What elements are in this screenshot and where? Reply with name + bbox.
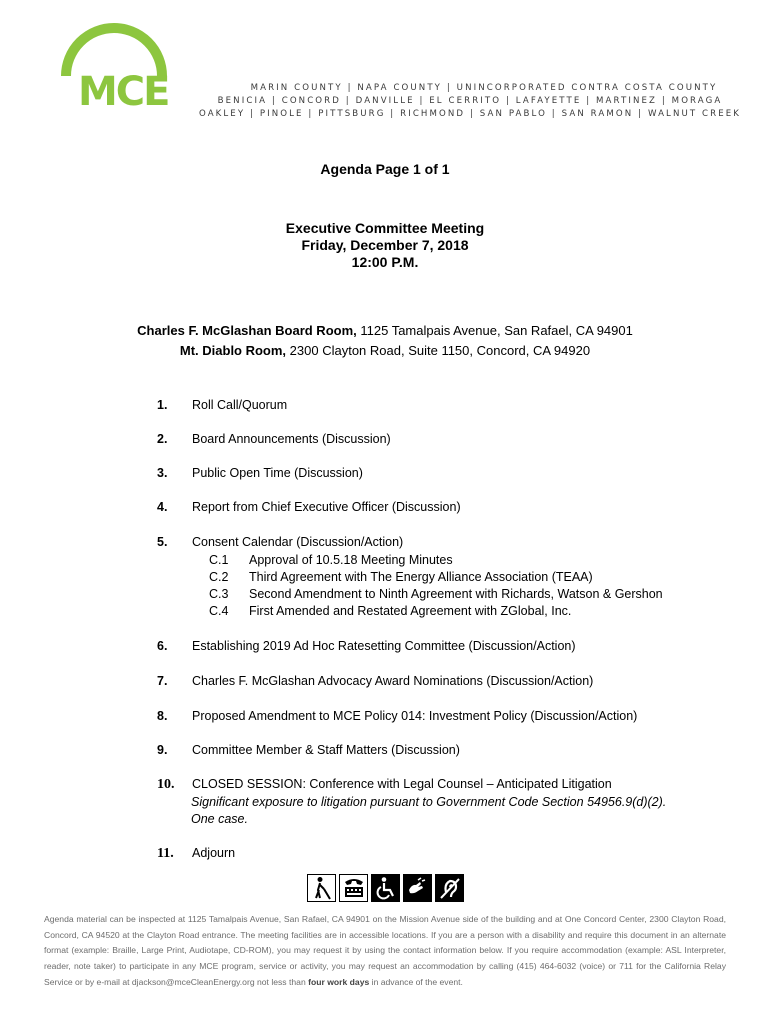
consent-text: Approval of 10.5.18 Meeting Minutes: [249, 553, 453, 567]
accessibility-icons: [307, 874, 464, 902]
location-1: [0, 321, 770, 341]
closed-session-detail-1: Significant exposure to litigation pursuant to Government Code Section 54956.9(d)(2).: [191, 795, 667, 809]
item-number: 5.: [157, 535, 168, 549]
meeting-time: 12:00 P.M.: [351, 254, 419, 270]
accessibility-footer: [44, 912, 726, 991]
consent-text: Third Agreement with The Energy Alliance Association (TEAA): [249, 570, 593, 584]
meeting-date: Friday, December 7, 2018: [301, 237, 469, 253]
regions-line-1: MARIN COUNTY | NAPA COUNTY | UNINCORPORATED CONTRA COSTA COUNTY: [250, 83, 718, 93]
hearing-assist-icon: [435, 874, 464, 902]
item-label: CLOSED SESSION: Conference with Legal Counsel – Anticipated Litigation: [192, 777, 612, 791]
footer-text: Agenda material can be inspected at 1125 Tamalpais Avenue, San Rafael, CA 94901 on the Mission Avenue side of the building and at One Concord Center, 2300 Clayton Road, Concord, CA 94520 at the Clayton Road entrance. The meeting facilities are in accessible locations. If you are a person with a disability and require this document in an alternate format (example: Braille, Large Print, Audiotape, CD-ROM), you may request it by using the contact information below. If you require accommodation (example: ASL Interpreter, reader, note taker) to participate in any MCE program, service or activity, you may request an accommodation by calling (415) 464-6032 (voice) or 711 for the California Relay Service or by e-mail at djackson@mceCleanEnergy.org not less than: [44, 914, 726, 987]
item-label: Public Open Time (Discussion): [192, 466, 363, 480]
location-1-address: 1125 Tamalpais Avenue, San Rafael, CA 94901: [356, 323, 633, 338]
location-2: [0, 341, 770, 361]
meeting-header: [0, 220, 770, 271]
service-regions: [190, 82, 750, 120]
item-label: Adjourn: [192, 846, 236, 860]
meeting-name: Executive Committee Meeting: [285, 220, 485, 236]
item-number: 6.: [157, 639, 168, 653]
item-number: 11.: [157, 846, 174, 861]
item-number: 9.: [157, 743, 168, 757]
consent-code: C.2: [209, 570, 229, 584]
tty-icon: [339, 874, 368, 902]
item-label: Consent Calendar (Discussion/Action): [192, 535, 404, 549]
mce-logo-text: MCE: [78, 69, 169, 115]
item-number: 8.: [157, 709, 168, 723]
location-1-room: Charles F. McGlashan Board Room,: [137, 323, 357, 338]
item-number: 7.: [157, 674, 168, 688]
item-number: 4.: [157, 500, 168, 514]
item-label: Charles F. McGlashan Advocacy Award Nominations (Discussion/Action): [192, 674, 594, 688]
sign-language-icon: [403, 874, 432, 902]
agenda-page-label: Agenda Page 1 of 1: [320, 161, 450, 177]
meeting-locations: [0, 321, 770, 361]
consent-code: C.4: [209, 604, 229, 618]
consent-text: Second Amendment to Ninth Agreement with Richards, Watson & Gershon: [249, 587, 663, 601]
item-label: Establishing 2019 Ad Hoc Ratesetting Committee (Discussion/Action): [192, 639, 576, 653]
regions-line-3: OAKLEY | PINOLE | PITTSBURG | RICHMOND | SAN PABLO | SAN RAMON | WALNUT CREEK: [198, 108, 742, 119]
footer-bold: four work days: [308, 976, 370, 987]
item-number: 1.: [157, 398, 168, 412]
consent-code: C.3: [209, 587, 229, 601]
item-number: 2.: [157, 432, 168, 446]
wheelchair-icon: [371, 874, 400, 902]
blind-person-icon: [307, 874, 336, 902]
item-number: 3.: [157, 466, 168, 480]
item-label: Board Announcements (Discussion): [192, 432, 391, 446]
item-label: Proposed Amendment to MCE Policy 014: Investment Policy (Discussion/Action): [192, 709, 638, 723]
location-2-address: 2300 Clayton Road, Suite 1150, Concord, CA 94920: [286, 343, 591, 358]
regions-line-2: BENICIA | CONCORD | DANVILLE | EL CERRITO | LAFAYETTE | MARTINEZ | MORAGA: [217, 95, 723, 106]
consent-code: C.1: [209, 553, 229, 567]
location-2-room: Mt. Diablo Room,: [179, 343, 287, 358]
closed-session-detail-2: One case.: [191, 812, 248, 826]
footer-tail: in advance of the event.: [369, 976, 463, 987]
item-label: Committee Member & Staff Matters (Discussion): [192, 743, 460, 757]
item-number: 10.: [157, 777, 175, 792]
item-label: Report from Chief Executive Officer (Discussion): [192, 500, 461, 514]
item-label: Roll Call/Quorum: [192, 398, 288, 412]
consent-text: First Amended and Restated Agreement with ZGlobal, Inc.: [249, 604, 572, 618]
